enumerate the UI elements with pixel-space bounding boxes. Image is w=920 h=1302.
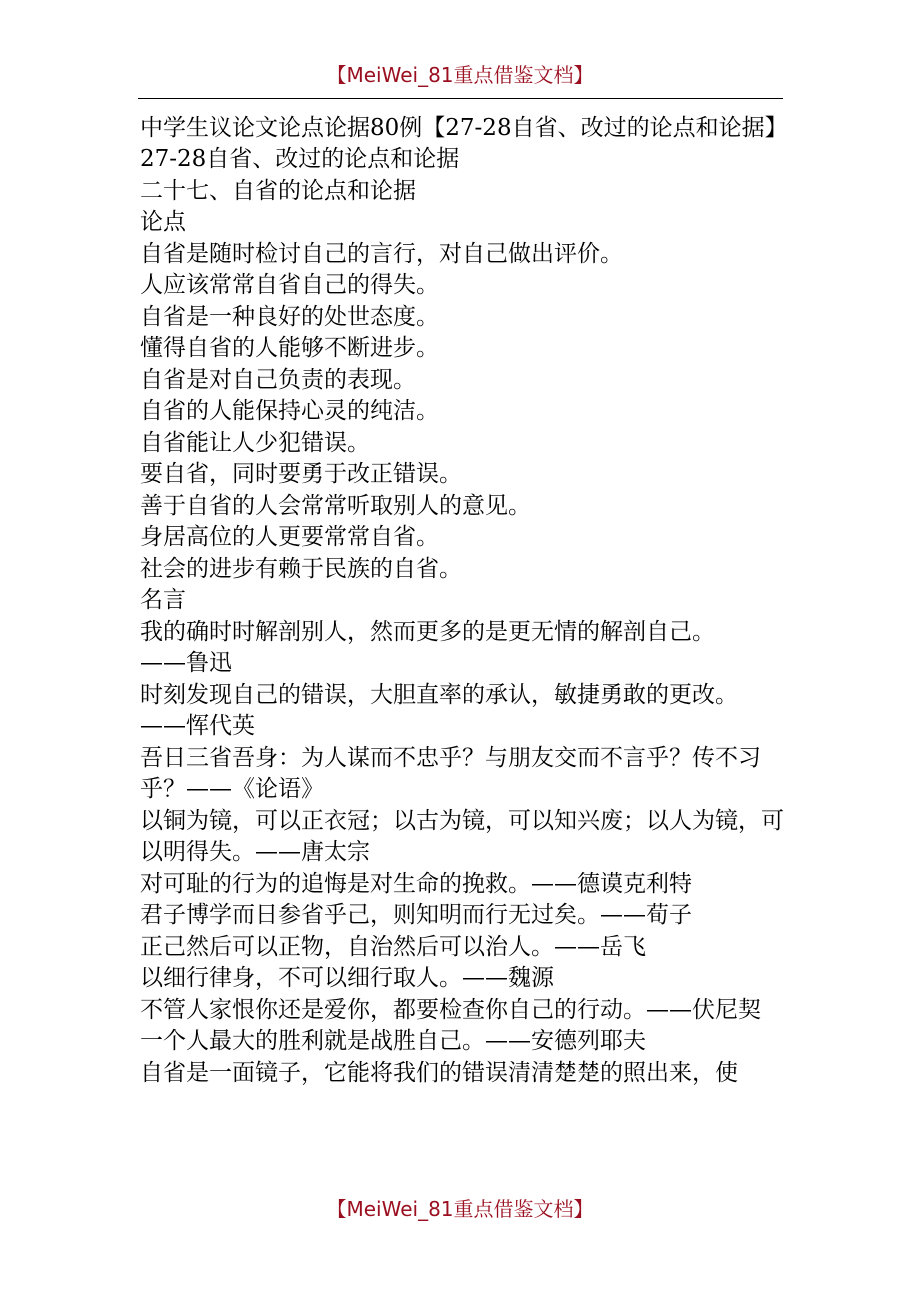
text-line: 懂得自省的人能够不断进步。 <box>140 335 439 361</box>
text-line: 一个人最大的胜利就是战胜自己。——安德列耶夫 <box>140 1028 646 1054</box>
text-line: 自省是随时检讨自己的言行，对自己做出评价。 <box>140 240 623 267</box>
text-line: 不管人家恨你还是爱你，都要检查你自己的行动。——伏尼契 <box>140 996 761 1023</box>
text-line: 以细行律身，不可以细行取人。——魏源 <box>140 965 554 991</box>
text-line: 以铜为镜，可以正衣冠；以古为镜，可以知兴废；以人为镜，可以明得失。——唐太宗 <box>140 807 784 865</box>
text-line: 自省能让人少犯错误。 <box>140 429 370 456</box>
text-line: 正己然后可以正物，自治然后可以治人。——岳飞 <box>140 933 646 960</box>
text-line: 善于自省的人会常常听取别人的意见。 <box>140 492 531 519</box>
text-line: 社会的进步有赖于民族的自省。 <box>140 555 462 582</box>
text-line: 人应该常常自省自己的得失。 <box>140 272 439 298</box>
text-line: 自省是一面镜子，它能将我们的错误清清楚楚的照出来，使 <box>140 1059 738 1086</box>
document-title: 中学生议论文论点论据80例【27-28自省、改过的论点和论据】 <box>140 115 788 141</box>
text-line: ——鲁迅 <box>140 650 232 676</box>
text-line: 27-28自省、改过的论点和论据 <box>140 146 460 172</box>
text-line: ——恽代英 <box>140 713 255 739</box>
text-line: 自省是对自己负责的表现。 <box>140 366 416 393</box>
document-lines <box>140 144 785 1089</box>
text-line: 要自省，同时要勇于改正错误。 <box>140 461 462 487</box>
text-line: 我的确时时解剖别人，然而更多的是更无情的解剖自己。 <box>140 618 715 645</box>
header-divider <box>138 98 783 99</box>
text-line: 名言 <box>140 587 186 613</box>
text-line: 自省是一种良好的处世态度。 <box>140 303 439 330</box>
document-body <box>140 112 788 1089</box>
text-line: 二十七、自省的论点和论据 <box>140 177 416 204</box>
text-line: 身居高位的人更要常常自省。 <box>140 524 439 550</box>
text-line: 君子博学而日参省乎己，则知明而行无过矣。——荀子 <box>140 902 692 928</box>
text-line: 吾日三省吾身：为人谋而不忠乎？与朋友交而不言乎？传不习乎？——《论语》 <box>140 744 761 802</box>
text-line: 自省的人能保持心灵的纯洁。 <box>140 398 439 424</box>
page-header: 【MeiWei_81重点借鉴文档】 <box>326 63 594 87</box>
page-footer: 【MeiWei_81重点借鉴文档】 <box>326 1197 594 1221</box>
text-line: 时刻发现自己的错误，大胆直率的承认，敏捷勇敢的更改。 <box>140 681 738 708</box>
text-line: 对可耻的行为的追悔是对生命的挽救。——德谟克利特 <box>140 870 692 897</box>
text-line: 论点 <box>140 209 186 235</box>
